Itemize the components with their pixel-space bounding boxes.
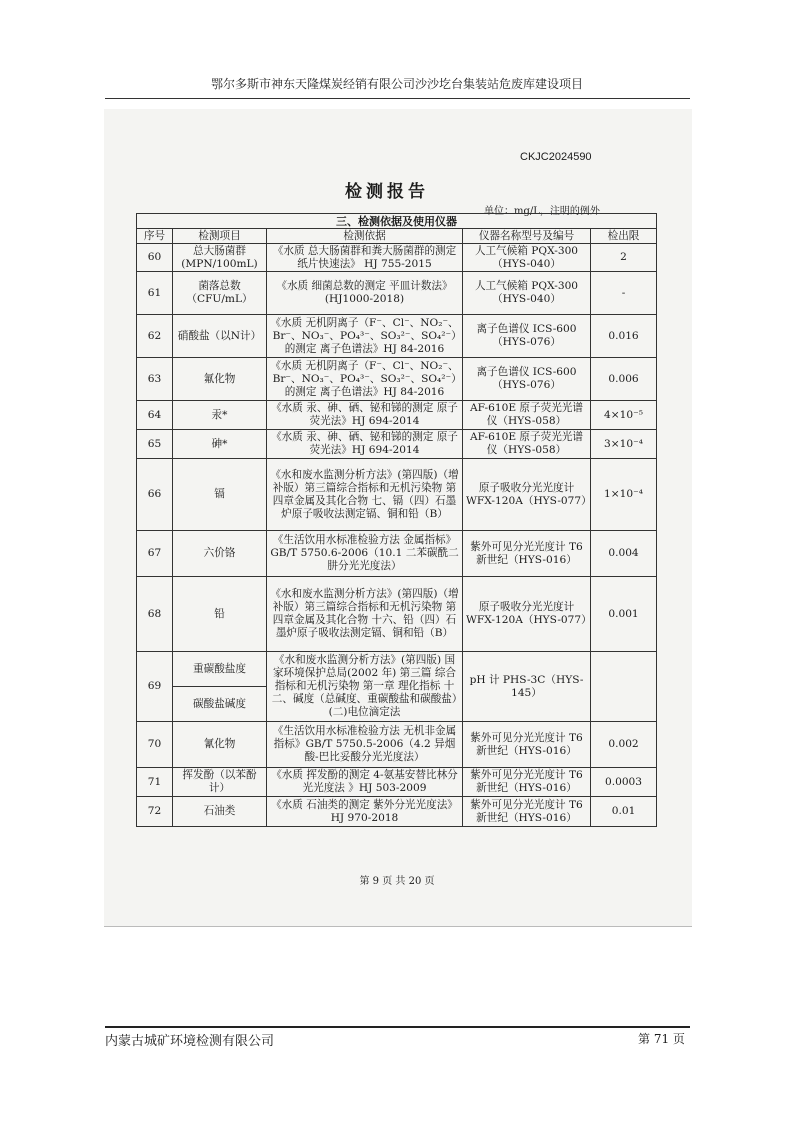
table-row — [137, 272, 657, 315]
column-header: 序号 — [137, 229, 173, 244]
table-header-row — [137, 229, 657, 244]
row-no: 63 — [137, 358, 173, 401]
footer-company: 内蒙古城矿环境检测有限公司 — [105, 1034, 275, 1049]
scan-edge — [104, 926, 692, 927]
row-item: 碳酸盐碱度 — [173, 687, 267, 722]
row-no: 70 — [137, 722, 173, 768]
column-header: 仪器名称型号及编号 — [463, 229, 591, 244]
row-instrument: 紫外可见分光光度计 T6 新世纪（HYS-016） — [463, 797, 591, 827]
table-row — [137, 459, 657, 531]
row-basis: 《水质 细菌总数的测定 平皿计数法》(HJ1000-2018) — [267, 272, 463, 315]
row-item: 砷* — [173, 430, 267, 459]
row-limit: 0.0003 — [591, 768, 657, 797]
row-basis: 《水和废水监测分析方法》(第四版)（增补版）第三篇综合指标和无机污染物 第四章金属及其化合物 七、镉（四）石墨炉原子吸收法测定镉、铜和铅（B） — [267, 459, 463, 531]
row-instrument: AF-610E 原子荧光光谱仪（HYS-058） — [463, 430, 591, 459]
row-basis: 《水和废水监测分析方法》(第四版) 国家环境保护总局(2002 年) 第三篇 综合指标和无机污染物 第一章 理化指标 十二、碱度（总碱度、重碳酸盐和碳酸盐）(二)电位滴定法 — [267, 652, 463, 722]
report-title: 检测报告 — [345, 182, 429, 202]
page-header: 鄂尔多斯市神东天隆煤炭经销有限公司沙沙圪台集装站危废库建设项目 — [210, 77, 583, 91]
row-basis: 《水质 石油类的测定 紫外分光光度法》HJ 970-2018 — [267, 797, 463, 827]
row-basis: 《生活饮用水标准检验方法 无机非金属指标》GB/T 5750.5-2006（4.2 异烟酸-巴比妥酸分光光度法） — [267, 722, 463, 768]
row-item: 重碳酸盐度 — [173, 652, 267, 687]
row-item: 总大肠菌群(MPN/100mL) — [173, 244, 267, 272]
row-basis: 《水质 无机阴离子（F⁻、Cl⁻、NO₂⁻、Br⁻、NO₃⁻、PO₄³⁻、SO₃²⁻、SO₄²⁻）的测定 离子色谱法》HJ 84-2016 — [267, 358, 463, 401]
table-row — [137, 531, 657, 577]
row-basis: 《水质 汞、砷、硒、铋和锑的测定 原子荧光法》HJ 694-2014 — [267, 401, 463, 430]
row-limit: 2 — [591, 244, 657, 272]
row-item: 氰化物 — [173, 722, 267, 768]
table-row — [137, 244, 657, 272]
row-limit: 0.002 — [591, 722, 657, 768]
row-instrument: 紫外可见分光光度计 T6 新世纪（HYS-016） — [463, 722, 591, 768]
row-instrument: 离子色谱仪 ICS-600（HYS-076） — [463, 358, 591, 401]
column-header: 检测依据 — [267, 229, 463, 244]
row-no: 60 — [137, 244, 173, 272]
row-limit: - — [591, 272, 657, 315]
table-row — [137, 652, 657, 687]
row-item: 铅 — [173, 577, 267, 652]
report-page-info: 第 9 页 共 20 页 — [359, 876, 435, 887]
row-limit: 0.01 — [591, 797, 657, 827]
method-table — [136, 213, 657, 827]
row-item: 汞* — [173, 401, 267, 430]
row-basis: 《水质 总大肠菌群和粪大肠菌群的测定纸片快速法》 HJ 755-2015 — [267, 244, 463, 272]
row-limit: 4×10⁻⁵ — [591, 401, 657, 430]
row-no: 64 — [137, 401, 173, 430]
row-item: 硝酸盐（以N计） — [173, 315, 267, 358]
row-instrument: 人工气候箱 PQX-300（HYS-040） — [463, 272, 591, 315]
row-item: 氟化物 — [173, 358, 267, 401]
row-item: 挥发酚（以苯酚计） — [173, 768, 267, 797]
row-no: 72 — [137, 797, 173, 827]
unit-note: 单位：mg/L，注明的例外 — [484, 206, 600, 217]
row-instrument: 离子色谱仪 ICS-600（HYS-076） — [463, 315, 591, 358]
table-row — [137, 797, 657, 827]
row-no: 68 — [137, 577, 173, 652]
column-header: 检出限 — [591, 229, 657, 244]
row-no: 71 — [137, 768, 173, 797]
row-limit: 3×10⁻⁴ — [591, 430, 657, 459]
row-limit: 0.004 — [591, 531, 657, 577]
row-instrument: 人工气候箱 PQX-300（HYS-040） — [463, 244, 591, 272]
row-no: 61 — [137, 272, 173, 315]
footer-rule — [105, 1026, 690, 1028]
row-no: 67 — [137, 531, 173, 577]
row-limit: 0.001 — [591, 577, 657, 652]
row-limit: 0.006 — [591, 358, 657, 401]
row-no: 66 — [137, 459, 173, 531]
row-limit: 1×10⁻⁴ — [591, 459, 657, 531]
row-no: 65 — [137, 430, 173, 459]
column-header: 检测项目 — [173, 229, 267, 244]
row-instrument: 原子吸收分光光度计 WFX-120A（HYS-077） — [463, 577, 591, 652]
row-instrument: 紫外可见分光光度计 T6 新世纪（HYS-016） — [463, 768, 591, 797]
row-basis: 《水质 汞、砷、硒、铋和锑的测定 原子荧光法》HJ 694-2014 — [267, 430, 463, 459]
header-rule — [105, 98, 690, 99]
table-row — [137, 358, 657, 401]
table-row — [137, 768, 657, 797]
row-basis: 《水和废水监测分析方法》(第四版)（增补版）第三篇综合指标和无机污染物 第四章金属及其化合物 十六、铅（四）石墨炉原子吸收法测定镉、铜和铅（B） — [267, 577, 463, 652]
row-instrument: 原子吸收分光光度计 WFX-120A（HYS-077） — [463, 459, 591, 531]
row-no: 62 — [137, 315, 173, 358]
row-basis: 《生活饮用水标准检验方法 金属指标》GB/T 5750.6-2006（10.1 二苯碳酰二肼分光光度法） — [267, 531, 463, 577]
row-instrument: pH 计 PHS-3C（HYS-145） — [463, 652, 591, 722]
row-instrument: 紫外可见分光光度计 T6 新世纪（HYS-016） — [463, 531, 591, 577]
table-row — [137, 430, 657, 459]
footer-page-number: 第 71 页 — [638, 1032, 685, 1046]
table-row — [137, 722, 657, 768]
row-item: 六价铬 — [173, 531, 267, 577]
row-basis: 《水质 无机阴离子（F⁻、Cl⁻、NO₂⁻、Br⁻、NO₃⁻、PO₄³⁻、SO₃²⁻、SO₄²⁻）的测定 离子色谱法》HJ 84-2016 — [267, 315, 463, 358]
row-limit: 0.016 — [591, 315, 657, 358]
row-item: 石油类 — [173, 797, 267, 827]
table-row — [137, 401, 657, 430]
table-row — [137, 315, 657, 358]
row-limit — [591, 652, 657, 722]
row-item: 镉 — [173, 459, 267, 531]
row-instrument: AF-610E 原子荧光光谱仪（HYS-058） — [463, 401, 591, 430]
report-code: CKJC2024590 — [520, 151, 592, 163]
row-basis: 《水质 挥发酚的测定 4-氨基安替比林分光光度法 》HJ 503-2009 — [267, 768, 463, 797]
row-item: 菌落总数（CFU/mL） — [173, 272, 267, 315]
table-row — [137, 577, 657, 652]
row-no: 69 — [137, 652, 173, 722]
section-title: 三、检测依据及使用仪器 — [137, 214, 657, 229]
